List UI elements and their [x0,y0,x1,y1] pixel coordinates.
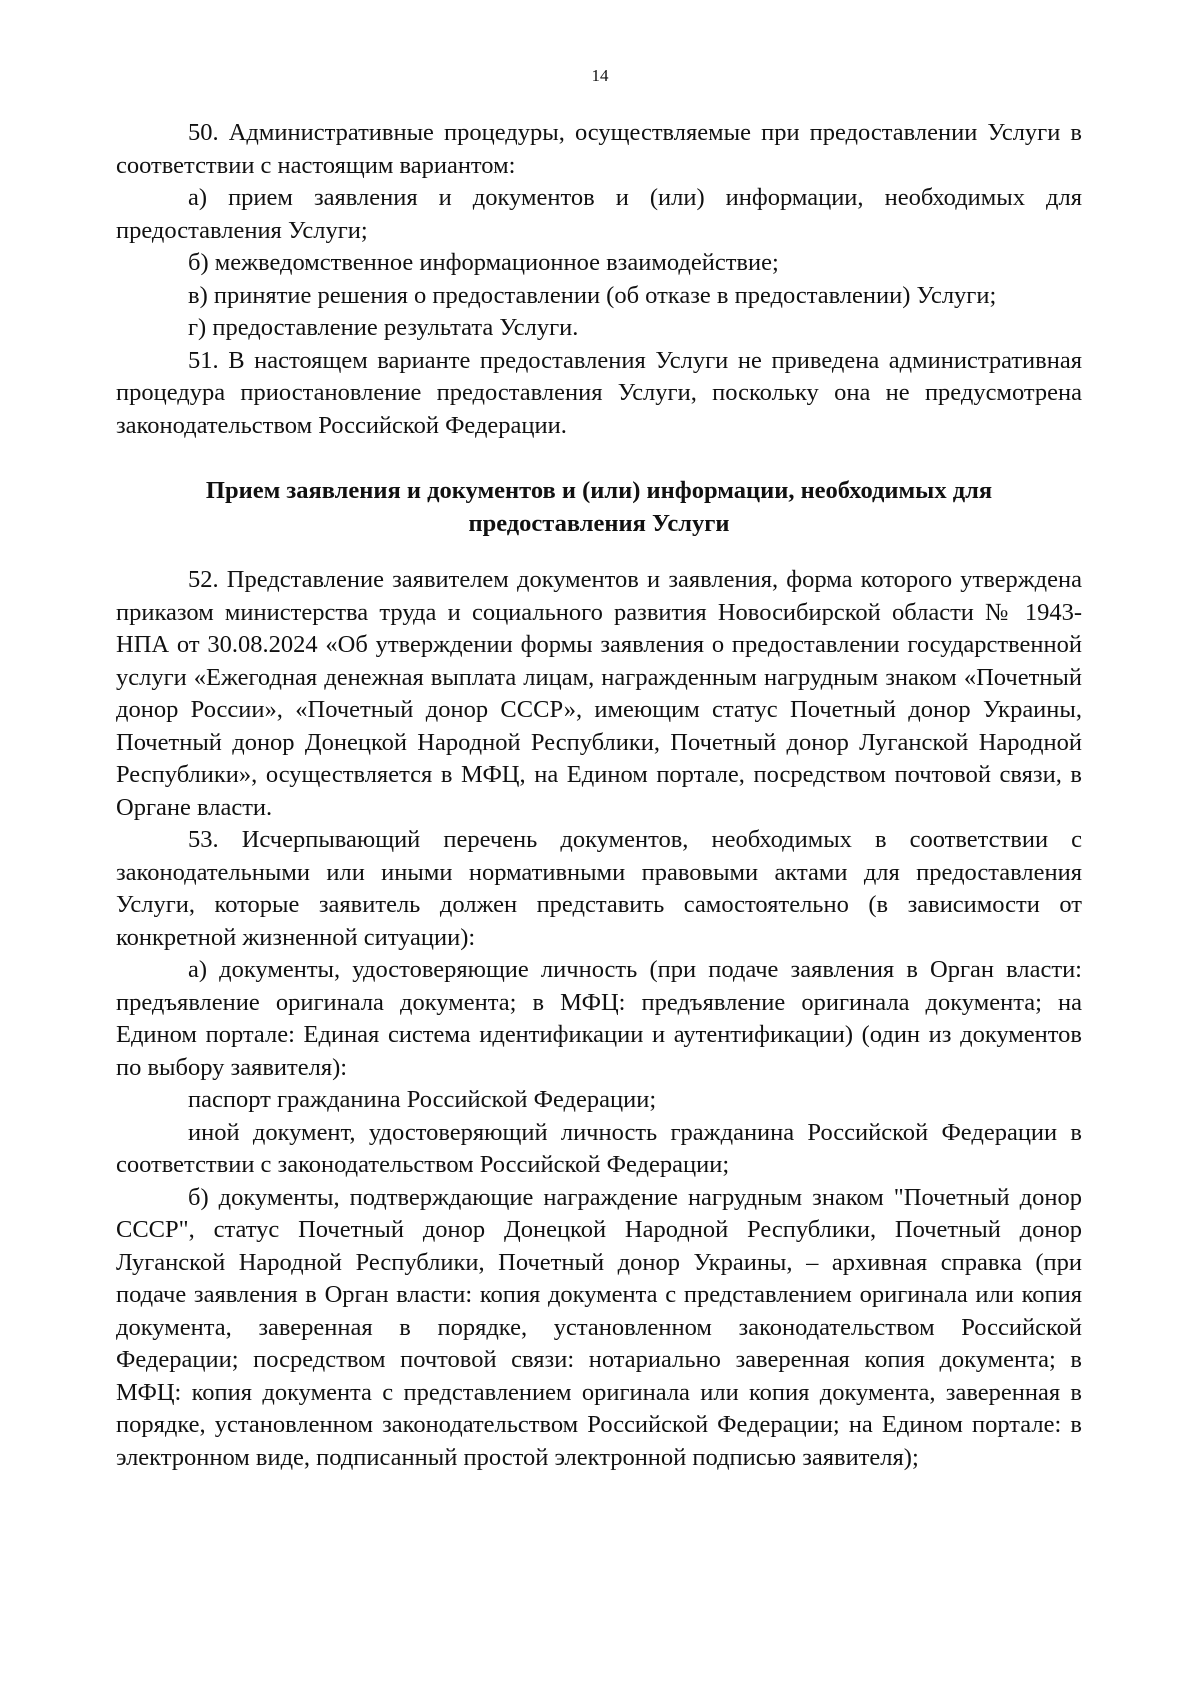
document-body [116,117,1082,1474]
paragraph-53: 53. Исчерпывающий перечень документов, необходимых в соответствии с законодательными или иными нормативными правовыми актами для предоставления Услуги, которые заявитель должен представить самостоятельно (в зависимости от конкретной жизненной ситуации): [116,826,1082,951]
list-item-53-a: а) документы, удостоверяющие личность (при подаче заявления в Орган власти: предъявление оригинала документа; в МФЦ: предъявление оригинала документа; на Едином портале: Единая система идентификации и аутентификации) (один из документов по выбору заявителя): [116,956,1082,1081]
list-item-passport: паспорт гражданина Российской Федерации; [188,1086,657,1113]
section-heading: Прием заявления и документов и (или) информации, необходимых для предоставления Услуги [205,477,993,537]
list-item-a: а) прием заявления и документов и (или) информации, необходимых для предоставления Услуги; [116,184,1082,244]
list-item-other-id: иной документ, удостоверяющий личность гражданина Российской Федерации в соответствии с законодательством Российской Федерации; [116,1118,1082,1178]
paragraph-52: 52. Представление заявителем документов и заявления, форма которого утверждена приказом министерства труда и социального развития Новосибирской области № 1943-НПА от 30.08.2024 «Об утверждении формы заявления о предоставлении государственной услуги «Ежегодная денежная выплата лицам, награжденным нагрудным знаком «Почетный донор России», «Почетный донор СССР», имеющим статус Почетный донор Украины, Почетный донор Донецкой Народной Республики, Почетный донор Луганской Народной Республики», осуществляется в МФЦ, на Едином портале, посредством почтовой связи, в Органе власти. [116,566,1082,821]
list-item-g: г) предоставление результата Услуги. [188,314,579,341]
paragraph-50: 50. Административные процедуры, осуществляемые при предоставлении Услуги в соответствии с настоящим вариантом: [116,119,1082,179]
list-item-b: б) межведомственное информационное взаимодействие; [188,249,779,276]
list-item-53-b: б) документы, подтверждающие награждение нагрудным знаком "Почетный донор СССР", статус Почетный донор Донецкой Народной Республики, Почетный донор Луганской Народной Республики, Почетный донор Украины, – архивная справка (при подаче заявления в Орган власти: копия документа с представлением оригинала или копия документа, заверенная в порядке, установленном законодательством Российской Федерации; посредством почтовой связи: нотариально заверенная копия документа; в МФЦ: копия документа с представлением оригинала или копия документа, заверенная в порядке, установленном законодательством Российской Федерации; на Едином портале: в электронном виде, подписанный простой электронной подписью заявителя); [116,1183,1082,1471]
paragraph-51: 51. В настоящем варианте предоставления Услуги не приведена административная процедура приостановление предоставления Услуги, поскольку она не предусмотрена законодательством Российской Федерации. [116,346,1082,439]
list-item-v: в) принятие решения о предоставлении (об отказе в предоставлении) Услуги; [188,281,997,309]
page-number: 14 [591,66,609,85]
